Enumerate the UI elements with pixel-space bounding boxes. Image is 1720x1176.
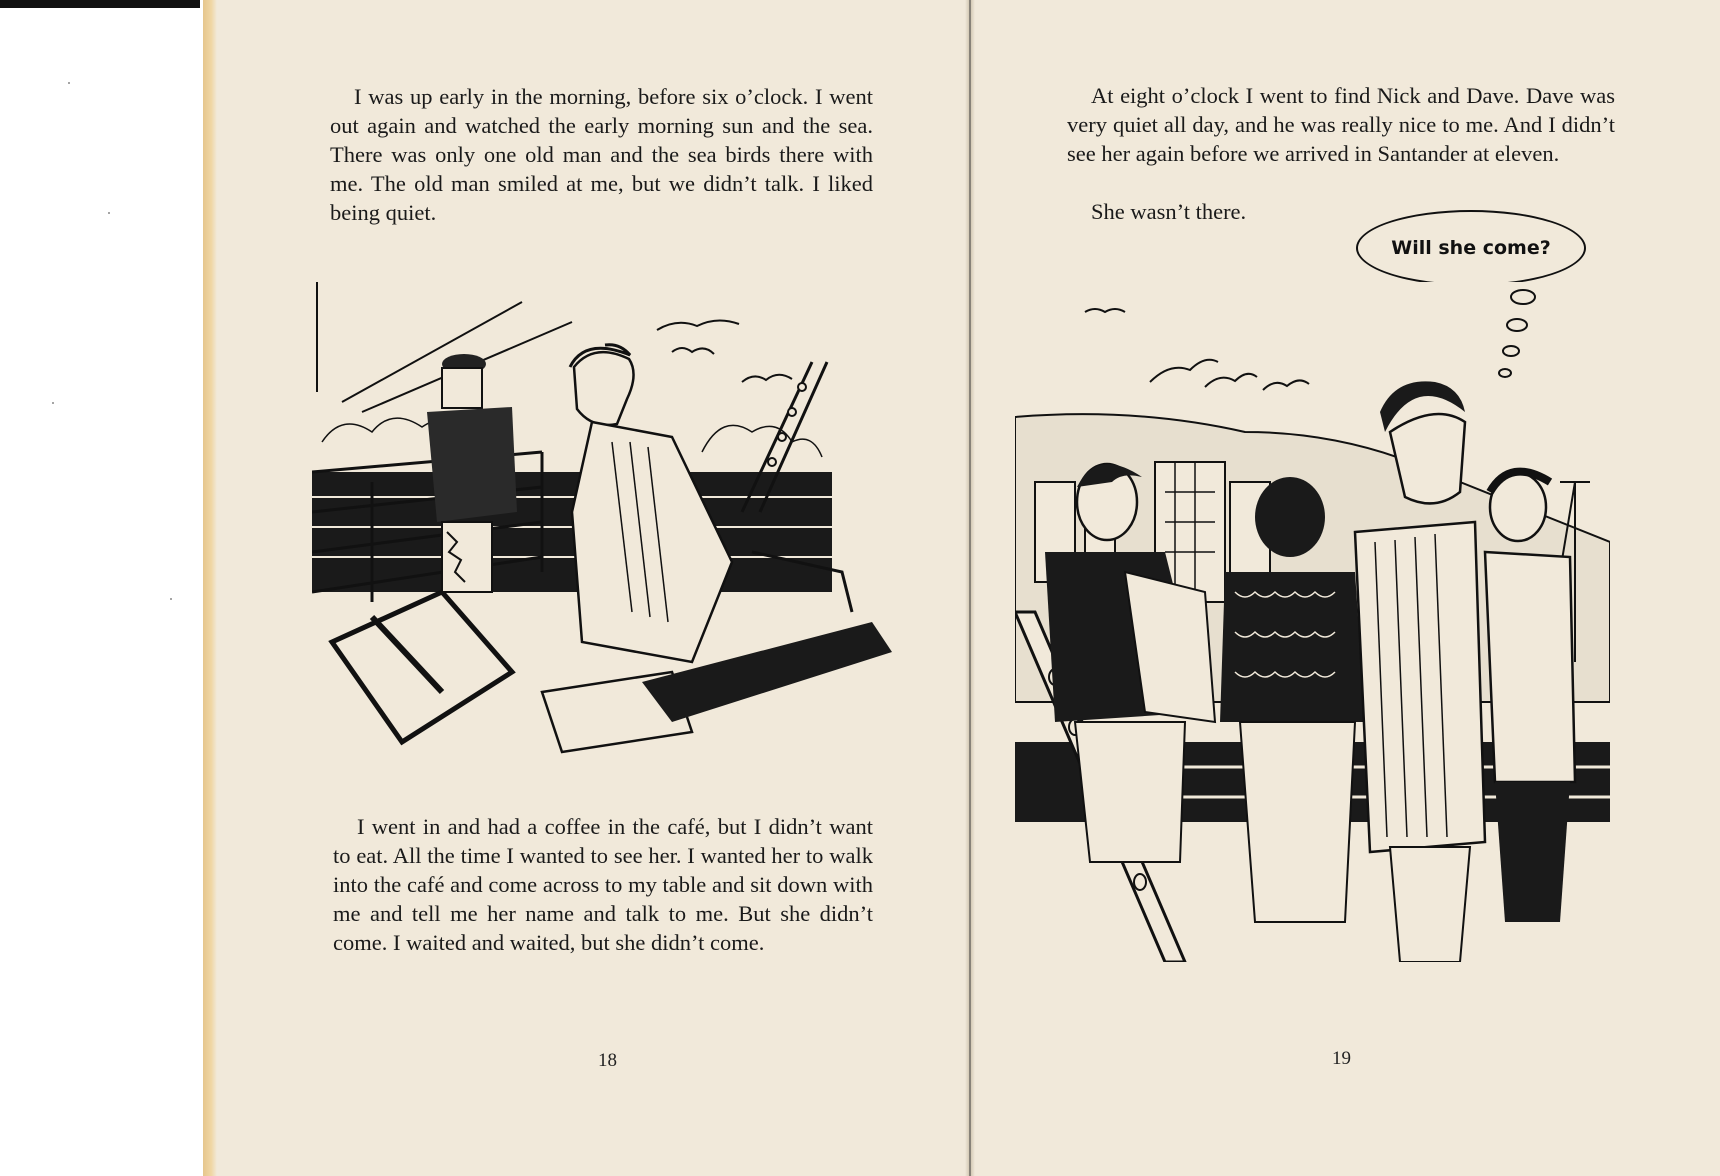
dust-speck <box>170 598 172 600</box>
illustration-ship-deck <box>312 272 908 770</box>
scan-corner <box>0 0 200 8</box>
right-paragraph-1: At eight o’clock I went to find Nick and Dave. Dave was very quiet all day, and he was really nice to me. And I didn’t see her again before we arrived in Santander at eleven. <box>1067 83 1615 166</box>
left-page <box>217 0 965 1176</box>
illustration-harbour-arrival <box>1015 282 1610 962</box>
dust-speck <box>68 82 70 84</box>
left-paragraph-1: I was up early in the morning, before six o’clock. I went out again and watched the early morning sun and the sea. There was only one old man and the sea birds there with me. The old man smiled at me, but we didn’t talk. I liked being quiet. <box>330 84 873 225</box>
thought-bubble <box>1356 210 1586 286</box>
thought-bubble-text: Will she come? <box>1391 237 1551 259</box>
page-number-right: 19 <box>1332 1048 1351 1069</box>
page-number-left: 18 <box>598 1050 617 1071</box>
right-paragraph-2: She wasn’t there. <box>1091 199 1247 224</box>
left-paragraph-2: I went in and had a coffee in the café, but I didn’t want to eat. All the time I wanted to see her. I wanted her to walk into the café and come across to my table and sit down with me and tell me her name and talk to me. But she didn’t come. I waited and waited, but she didn’t come. <box>333 814 873 955</box>
page-edge <box>203 0 217 1176</box>
right-page <box>975 0 1720 1176</box>
dust-speck <box>52 402 54 404</box>
dust-speck <box>108 212 110 214</box>
book-gutter <box>965 0 975 1176</box>
